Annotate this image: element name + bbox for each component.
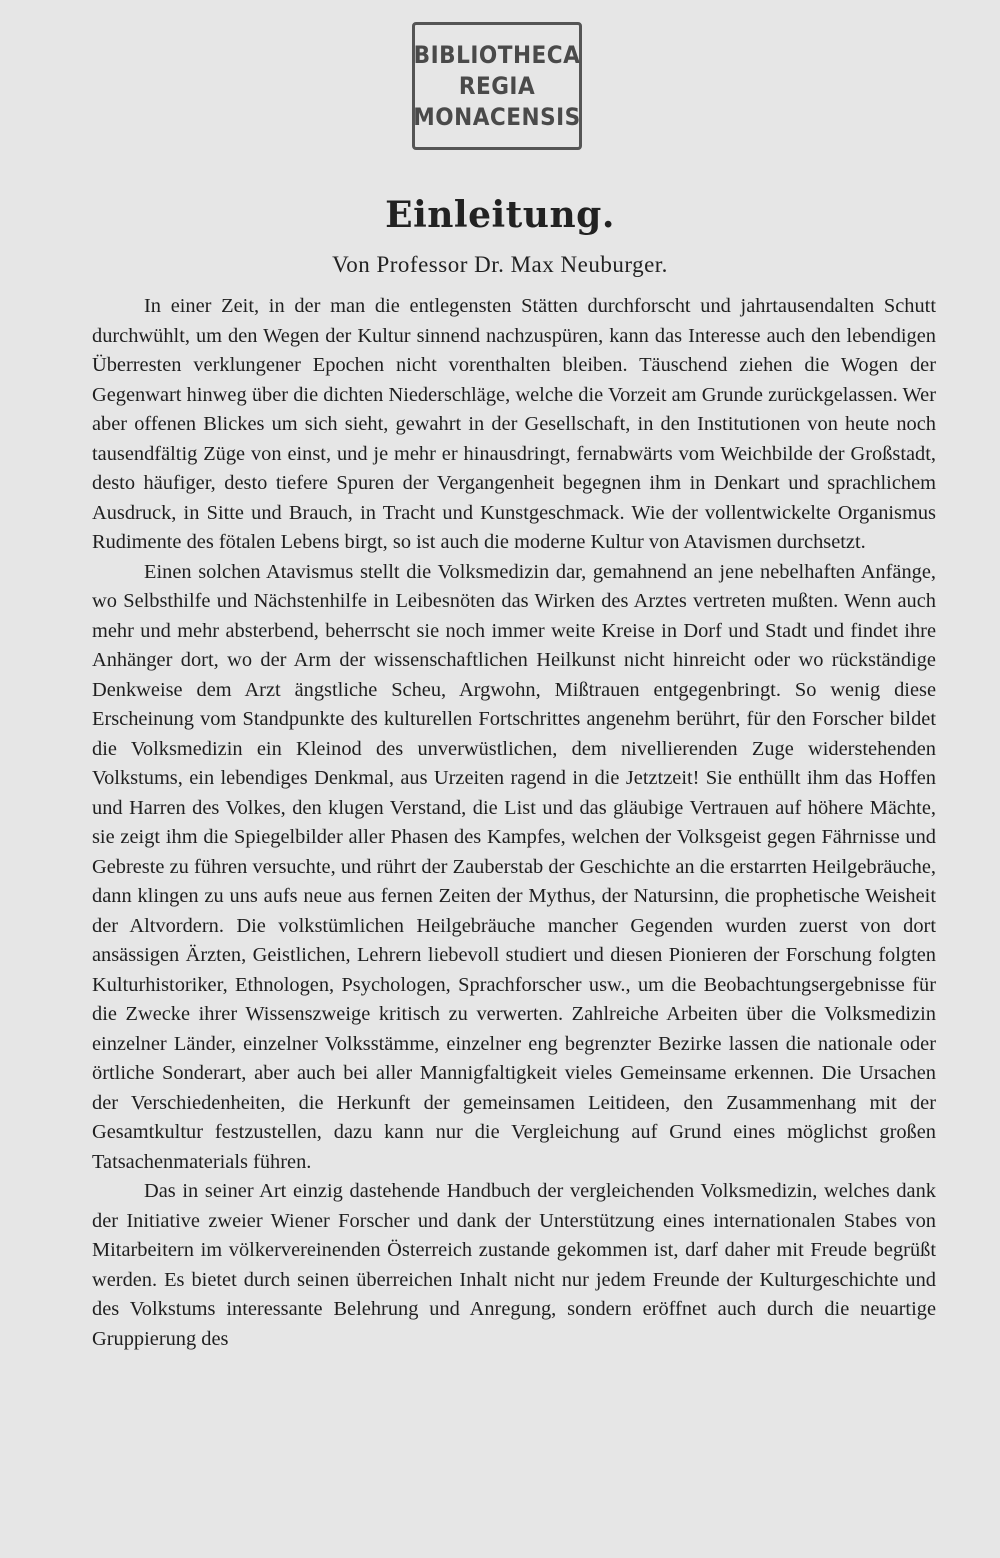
- author-line: Von Professor Dr. Max Neuburger.: [332, 252, 668, 277]
- paragraph: Das in seiner Art einzig dastehende Handbuch der vergleichenden Volksmedizin, welches dank der Initiative zweier Wiener Forscher und dank der Unterstützung eines internationalen Stabes von Mitarbeitern im völkervereinenden Österreich zustande gekommen ist, darf daher mit Freude begrüßt werden. Es bietet durch seinen überreichen Inhalt nicht nur jedem Freunde der Kulturgeschichte und des Volkstums interessante Belehrung und Anregung, sondern eröffnet auch durch die neuartige Gruppierung des: [92, 1180, 936, 1350]
- stamp-line: REGIA: [458, 71, 536, 100]
- paragraph: Einen solchen Atavismus stellt die Volksmedizin dar, gemahnend an jene nebelhaften Anfänge, wo Selbsthilfe und Nächstenhilfe in Leibesnöten das Wirken des Arztes vertreten mußten. Wenn auch mehr und mehr absterbend, beherrscht sie noch immer weite Kreise in Dorf und Stadt und findet ihre Anhänger dort, wo der Arm der wissenschaftlichen Heilkunst nicht hinreicht oder wo rückständige Denkweise dem Arzt ängstliche Scheu, Argwohn, Mißtrauen entgegenbringt. So wenig diese Erscheinung vom Standpunkte des kulturellen Fortschrittes angenehm berührt, für den Forscher bildet die Volksmedizin ein Kleinod des unverwüstlichen, dem nivellierenden Zuge widerstehenden Volkstums, ein lebendiges Denkmal, aus Urzeiten ragend in die Jetztzeit! Sie enthüllt ihm das Hoffen und Harren des Volkes, den klugen Verstand, die List und das gläubige Vertrauen auf höhere Mächte, sie zeigt ihm die Spiegelbilder aller Phasen des Kampfes, welchen der Volksgeist gegen Fährnisse und Gebreste zu führen versuchte, und rührt der Zauberstab der Geschichte an die erstarrten Heilgebräuche, dann klingen zu uns aufs neue aus fernen Zeiten der Mythus, der Natursinn, die prophetische Weisheit der Altvordern. Die volkstümlichen Heilgebräuche mancher Gegenden wurden zuerst von dort ansässigen Ärzten, Geistlichen, Lehrern liebevoll studiert und diesen Pionieren der Forschung folgten Kulturhistoriker, Ethnologen, Psychologen, Sprachforscher usw., um die Beobachtungsergebnisse für die Zwecke ihrer Wissenszweige kritisch zu verwerten. Zahlreiche Arbeiten über die Volksmedizin einzelner Länder, einzelner Volksstämme, einzelner eng begrenzter Bezirke lassen die nationale oder örtliche Sonderart, aber auch bei aller Mannigfaltigkeit vieles Gemeinsame erkennen. Die Ursachen der Verschiedenheiten, die Herkunft der gemeinsamen Leitideen, den Zusammenhang mit der Gesamtkultur festzustellen, dazu kann nur die Vergleichung auf Grund eines möglichst großen Tatsachenmaterials führen.: [92, 560, 936, 1173]
- page-title: Einleitung.: [385, 194, 615, 236]
- stamp-line: MONACENSIS: [413, 102, 581, 131]
- library-stamp: [412, 22, 582, 150]
- paragraph: In einer Zeit, in der man die entlegensten Stätten durchforscht und jahrtausendalten Schutt durchwühlt, um den Wegen der Kultur sinnend nachzuspüren, kann das Interesse auch den lebendigen Überresten verklungener Epochen nicht vorenthalten bleiben. Täuschend ziehen die Wogen der Gegenwart hinweg über die dichten Niederschläge, welche die Vorzeit am Grunde zurückgelassen. Wer aber offenen Blickes um sich sieht, gewahrt in der Gesellschaft, in den Institutionen von heute noch tausendfältig Züge von einst, und je mehr er hinausdringt, fernabwärts vom Weichbilde der Großstadt, desto häufiger, desto tiefere Spuren der Vergangenheit begegnen ihm in Denkart und sprachlichem Ausdruck, in Sitte und Brauch, in Tracht und Kunstgeschmack. Wie der vollentwickelte Organismus Rudimente des fötalen Lebens birgt, so ist auch die moderne Kultur von Atavismen durchsetzt.: [92, 295, 936, 553]
- body-text: [92, 292, 936, 1354]
- stamp-line: BIBLIOTHECA: [413, 40, 581, 69]
